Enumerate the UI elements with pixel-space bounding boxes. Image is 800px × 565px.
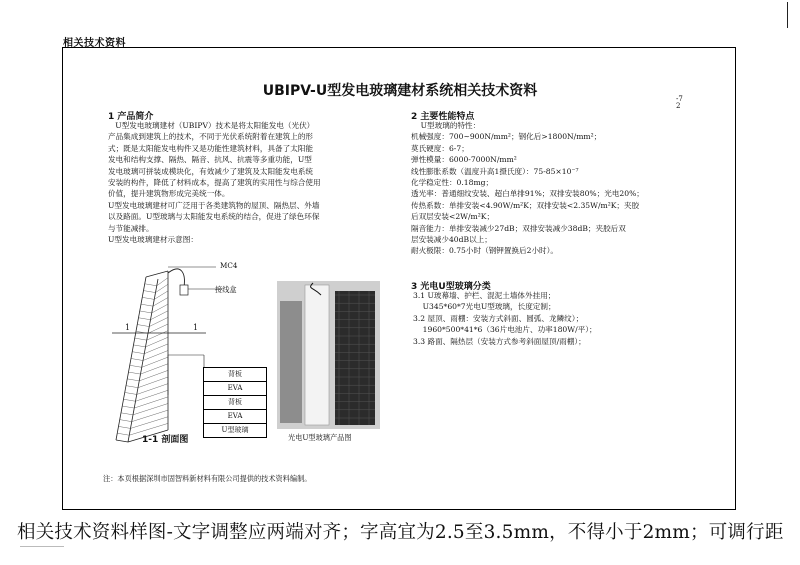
section-2-body-line: 层安装减少40dB以上； [411, 235, 492, 245]
section-2-body-line: 透光率：普通细纹安装、超白单排91%；双排安装80%；光电20%； [411, 189, 644, 199]
section-2-body-line: 弹性模量：6000-7000N/mm² [411, 155, 517, 165]
layer-eva-1: EVA [203, 382, 267, 396]
section-3-body-line: 1960*500*41*6（36片电池片、功率180W/平）； [413, 325, 597, 335]
section-2-body [411, 120, 644, 257]
section-2-body-line: 线性膨胀系数（温度升高1摄氏度）：75-85×10⁻⁷ [411, 166, 579, 176]
header-label: 相关技术资料 [63, 38, 126, 49]
section-caption: 1-1 剖面图 [142, 435, 189, 445]
product-photo [277, 281, 380, 429]
section-3-heading: 3 光电U型玻璃分类 [411, 282, 491, 292]
section-3-body-line: 3.1 U玻幕墙、护栏、混泥土墙体外挂用； [413, 291, 556, 300]
section-1-body-line: 安装的构件，降低了材料成本，提高了建筑的实用性与综合使用 [108, 178, 321, 188]
section-2-body-line: 后双层安装<2W/m²K； [411, 212, 495, 222]
section-3-body-line: 3.2 屋顶、雨棚：安装方式斜面、圆弧、龙鳞纹）； [413, 313, 584, 323]
section-1-body-line: 产品集成到建筑上的技术，不同于光伏系统附着在建筑上的形 [108, 132, 314, 142]
section-3-body [413, 290, 597, 347]
page-title: UBIPV-U型发电玻璃建材系统相关技术资料 [262, 83, 538, 99]
section-2-body-line: 隔音能力：单排安装减少27dB；双排安装减少38dB；夹胶后双 [411, 223, 626, 233]
layer-u-glass: U型玻璃 [203, 424, 267, 438]
layer-backsheet-1: 背板 [203, 368, 267, 382]
solar-cell-grid [117, 278, 168, 436]
section-mark-right: 1 [193, 323, 199, 332]
section-mark-left: 1 [125, 323, 131, 332]
junction-box-label: 接线盒 [215, 285, 237, 294]
section-2-body-line: 化学稳定性：0.18mg； [411, 178, 494, 188]
section-1-body-line: 与节能减排。 [108, 223, 154, 233]
corner-mark [787, 2, 788, 28]
product-photo-graphic [277, 281, 380, 429]
junction-box [180, 285, 188, 295]
section-2-body-line: 莫氏硬度：6-7； [411, 143, 469, 153]
section-1-body-line: U型发电玻璃建材（UBIPV）技术是将太阳能发电（光伏） [108, 121, 315, 130]
section-1-body-line: 发电和结构支撑、隔热、隔音、抗风、抗震等多重功能，U型 [108, 155, 312, 165]
section-2-body-line: 传热系数：单排安装<4.90W/m²K；双排安装<2.35W/m²K；夹胶 [411, 200, 640, 210]
section-2-heading: 2 主要性能特点 [411, 112, 475, 122]
layer-backsheet-2: 背板 [203, 396, 267, 410]
section-2-body-line: 机械强度：700~900N/mm²；钢化后>1800N/mm²； [411, 132, 602, 142]
section-1-body-line: U型发电玻璃建材示意图： [108, 235, 198, 245]
layer-stack [203, 367, 267, 438]
section-1-body-line: 价值，提升建筑物形成完美统一体。 [108, 189, 230, 199]
photo-caption: 光电U型玻璃产品图 [288, 433, 352, 442]
page-mark: -7 2 [676, 95, 683, 110]
section-2-body-line: U型玻璃的特性： [411, 121, 481, 130]
mc4-label: MC4 [220, 261, 238, 270]
section-1-body-line: U型发电玻璃建材可广泛用于各类建筑物的屋顶、隔热层、外墙 [108, 200, 320, 210]
section-3-body-line: U345*60*7光电U型玻璃，长度定制； [413, 302, 556, 312]
section-1-body-line: 发电玻璃可拼装成模块化，有效减少了建筑及太阳能发电系统 [108, 166, 314, 176]
section-1-body-line: 以及路面。U型玻璃与太阳能发电系统的结合，促进了绿色环保 [108, 212, 320, 222]
section-3-body-line: 3.3 路面、隔热层（安装方式参考斜面屋顶/雨棚）； [413, 336, 586, 346]
footer-instruction: 相关技术资料样图-文字调整应两端对齐；字高宜为2.5至3.5mm，不得小于2mm；可调行距 [17, 522, 784, 543]
u-panel [116, 271, 168, 442]
section-1-body-line: 式；既是太阳能发电构件又是功能性建筑材料，具备了太阳能 [108, 143, 314, 153]
footer-rule [20, 546, 64, 547]
layer-eva-2: EVA [203, 410, 267, 424]
section-1-heading: 1 产品简介 [108, 112, 154, 122]
section-1-body [108, 120, 321, 245]
cable [168, 269, 184, 287]
source-note: 注：本页根据深圳市固智料新材料有限公司提供的技术资料编制。 [103, 474, 312, 483]
section-2-body-line: 耐火极限：0.75小时（钢钾置换后2小时）。 [411, 246, 559, 256]
